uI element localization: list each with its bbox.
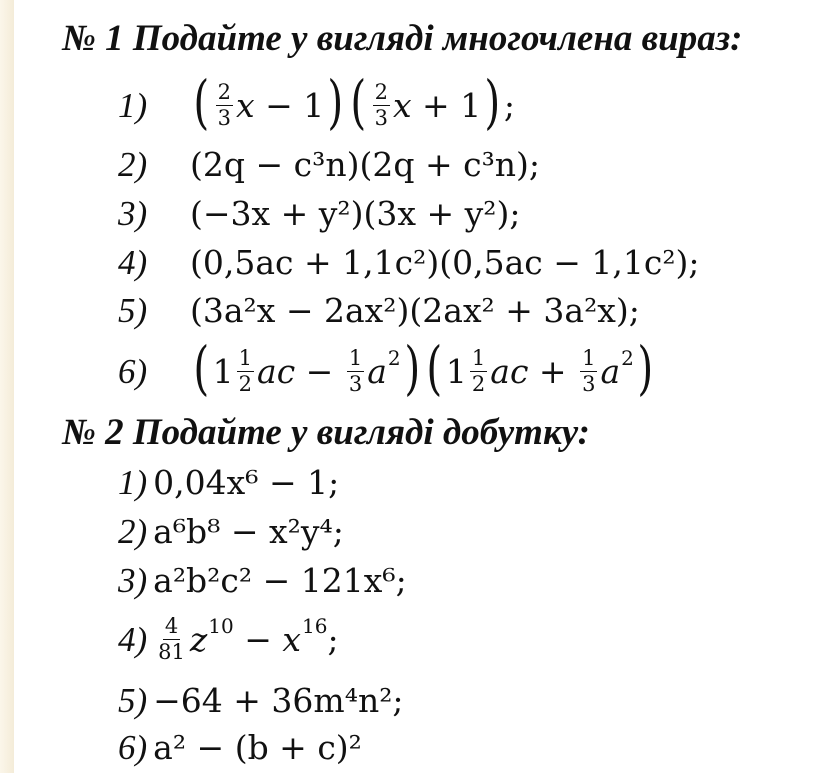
expression: (−3x + y²)(3x + y²); [190, 193, 521, 233]
item-number: 5) [118, 290, 148, 330]
expression: (0,5ac + 1,1c²)(0,5ac − 1,1c²); [190, 242, 700, 282]
expression: a²b²c² − 121x⁶; [153, 560, 407, 600]
expression: a² − (b + c)² [153, 727, 362, 767]
task2-item-1 [118, 462, 339, 502]
task1-item-4 [118, 242, 700, 282]
expression: ( 1 $\frac{1}{2}$ ac − $\frac{1}{3}$ a $^2$ ) ( 1 $\frac{1}{2}$ ac + $\frac{1}{3}$ a $^2$ ) [193, 334, 654, 402]
task2-item-2 [118, 511, 344, 551]
item-number: 6) [118, 351, 148, 391]
item-number: 3) [118, 193, 148, 233]
worksheet-page [14, 0, 835, 773]
expression: −64 + 36m⁴n²; [153, 680, 404, 720]
task2-item-4 [118, 607, 339, 671]
left-margin-strip [0, 0, 14, 773]
item-number: 1) [118, 462, 148, 502]
item-number: 4) [118, 619, 148, 659]
item-number: 1) [118, 85, 148, 125]
item-number: 2) [118, 144, 148, 184]
expression: (3a²x − 2ax²)(2ax² + 3a²x); [190, 290, 640, 330]
expression: 0,04x⁶ − 1; [153, 462, 340, 502]
task1-item-5 [118, 290, 640, 330]
expression: (2q − c³n)(2q + c³n); [190, 144, 541, 184]
task1-item-3 [118, 193, 520, 233]
item-number: 4) [118, 242, 148, 282]
task1-item-2 [118, 144, 540, 184]
task1-item-1 [118, 68, 515, 138]
task1-heading: № 1 Подайте у вигляді многочлена вираз: [62, 18, 743, 59]
expression: a⁶b⁸ − x²y⁴; [153, 511, 344, 551]
item-number: 2) [118, 511, 148, 551]
item-number: 6) [118, 727, 148, 767]
task2-item-6 [118, 727, 362, 767]
task2-heading: № 2 Подайте у вигляді добутку: [62, 412, 590, 453]
task1-item-6 [118, 334, 657, 404]
task2-item-3 [118, 560, 407, 600]
task2-item-5 [118, 680, 404, 720]
item-number: 5) [118, 680, 148, 720]
expression: $\frac{4}{81}$ z $^{10}$ − x $^{16}$ ; [158, 614, 339, 664]
item-number: 3) [118, 560, 148, 600]
expression: ( $\frac{2}{3}$ x − 1 ) ( $\frac{2}{3}$ x + 1 ) ; [193, 68, 515, 136]
